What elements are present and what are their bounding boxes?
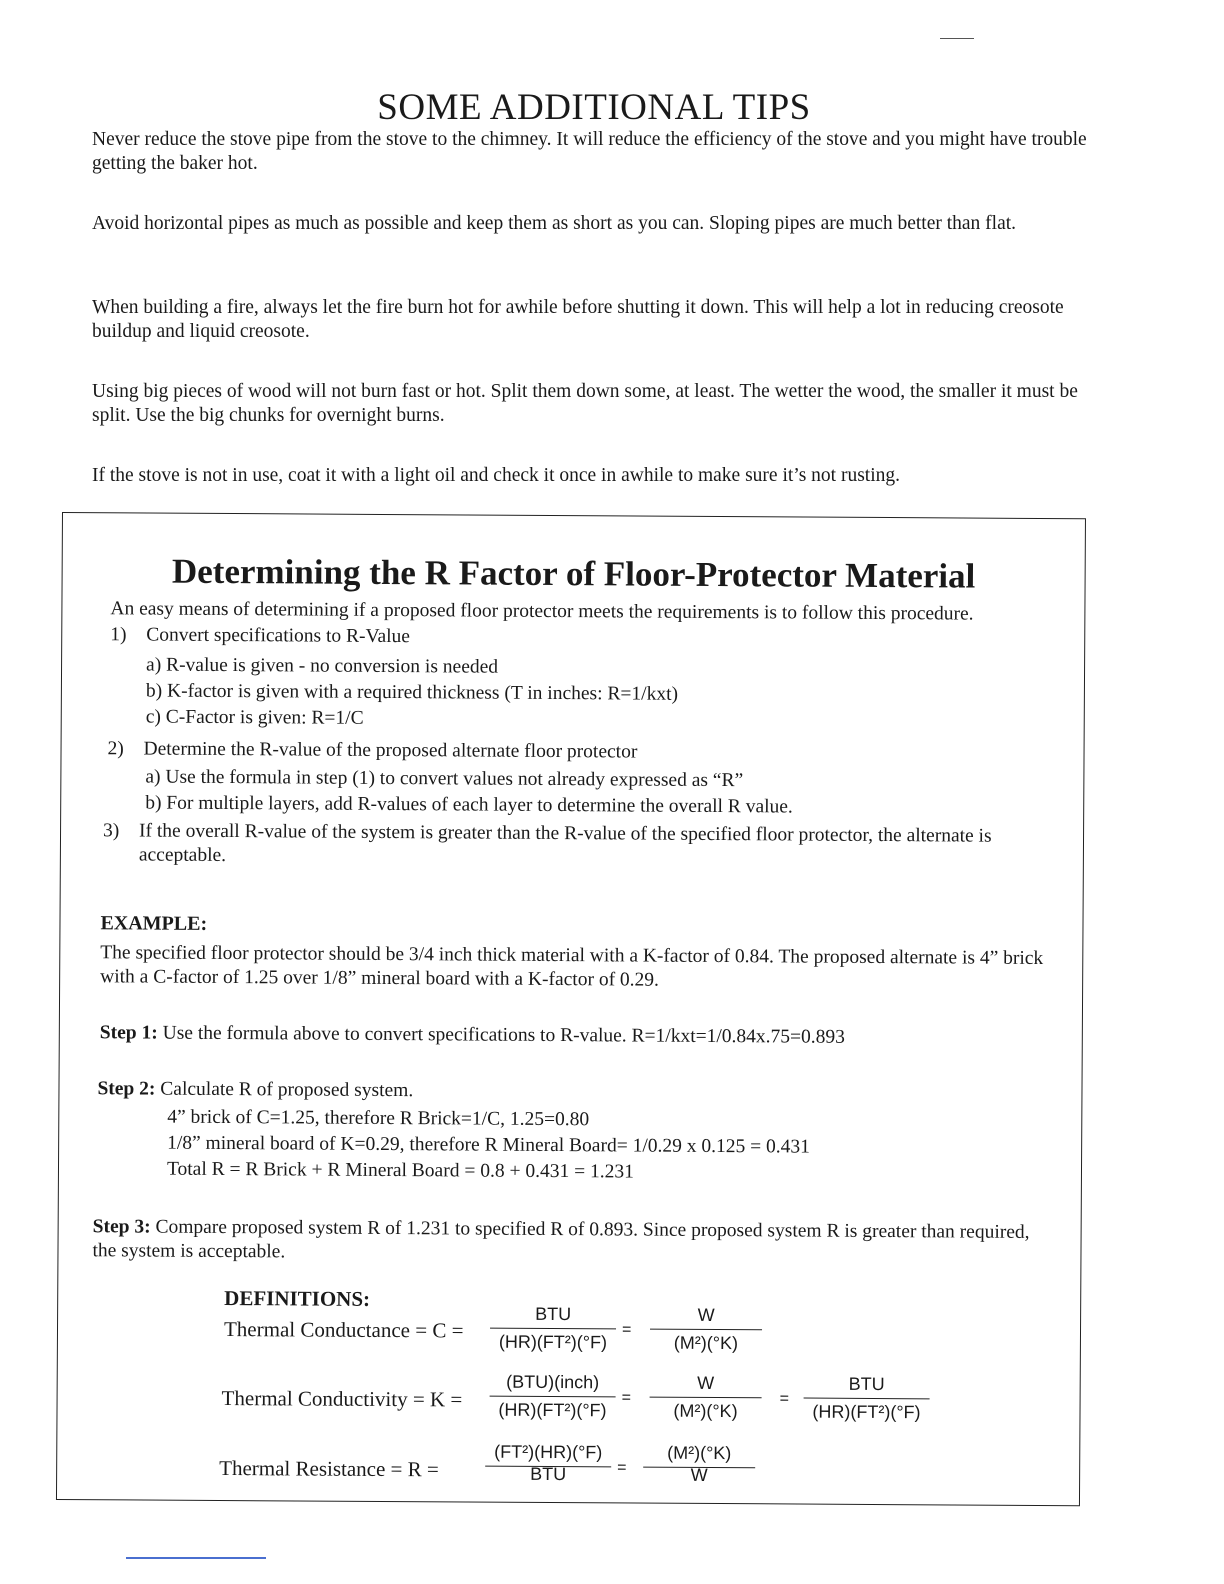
tip-stove-pipe: Never reduce the stove pipe from the stove to the chimney. It will reduce the efficiency of the stove and you might have trouble getting the baker hot. — [92, 129, 1087, 174]
conductance-equals: = — [621, 1321, 632, 1339]
step2-mineral-line: 1/8” mineral board of K=0.29, therefore R Mineral Board= 1/0.29 x 0.125 = 0.431 — [167, 1132, 810, 1158]
conductivity-f3-num: BTU — [804, 1374, 930, 1400]
step-3-num: 3) — [102, 820, 120, 842]
step2-brick-line: 4” brick of C=1.25, therefore R Brick=1/C, 1.25=0.80 — [167, 1106, 590, 1131]
step1-label: Step 1: — [99, 1022, 158, 1044]
conductivity-fraction-2 — [649, 1373, 761, 1423]
step2-label: Step 2: — [97, 1078, 156, 1100]
conductivity-fraction-1 — [489, 1372, 615, 1422]
conductivity-equals-1: = — [621, 1389, 631, 1407]
tip-fire-burn: When building a fire, always let the fire burn hot for awhile before shutting it down. This will help a lot in reducing creosote buildup and liquid creosote. — [92, 297, 1064, 342]
resistance-f1-num: (FT²)(HR)(°F) — [485, 1442, 611, 1468]
tip-horizontal-pipes: Avoid horizontal pipes as much as possible and keep them as short as you can. Sloping pipes are much better than flat. — [92, 213, 1017, 234]
definitions-heading: DEFINITIONS: — [224, 1286, 371, 1311]
conductivity-f3-den: (HR)(FT²)(°F) — [812, 1401, 921, 1423]
resistance-fraction-1 — [485, 1442, 611, 1486]
resistance-equals: = — [617, 1459, 627, 1477]
step-3 — [103, 819, 139, 843]
conductivity-f1-den: (HR)(FT²)(°F) — [498, 1399, 607, 1421]
conductivity-label: Thermal Conductivity = K = — [221, 1385, 463, 1412]
step-1-text: Convert specifications to R-Value — [146, 624, 411, 648]
step2-text: Calculate R of proposed system. — [155, 1078, 414, 1102]
conductivity-equals-2: = — [779, 1390, 789, 1408]
conductance-f2-den: (M²)(°K) — [673, 1332, 739, 1354]
conductance-f2-num: W — [650, 1305, 762, 1331]
resistance-fraction-2 — [643, 1443, 755, 1487]
example-step-1 — [100, 1021, 845, 1050]
conductivity-f2-den: (M²)(°K) — [673, 1400, 738, 1422]
step-1a: a) R-value is given - no conversion is needed — [146, 654, 499, 678]
tip-stove-oil: If the stove is not in use, coat it with a light oil and check it once in awhile to make sure it’s not rusting. — [92, 465, 901, 486]
example-step-2 — [97, 1077, 413, 1103]
conductance-label: Thermal Conductance = C = — [223, 1317, 464, 1343]
conductivity-f1-num: (BTU)(inch) — [490, 1372, 616, 1398]
step-2-num: 2) — [107, 738, 124, 760]
resistance-f1-den: BTU — [530, 1463, 567, 1485]
step-2a: a) Use the formula in step (1) to convert values not already expressed as “R” — [145, 766, 744, 792]
r-factor-box — [56, 512, 1086, 1506]
step-1-num: 1) — [110, 624, 127, 646]
box-title: Determining the R Factor of Floor-Protector Material — [171, 551, 976, 596]
corner-mark — [940, 38, 974, 39]
step2-total-line: Total R = R Brick + R Mineral Board = 0.8 + 0.431 = 1.231 — [166, 1158, 634, 1183]
conductance-fraction-2 — [650, 1305, 762, 1355]
conductance-f1-num: BTU — [490, 1304, 616, 1330]
conductance-f1-den: (HR)(FT²)(°F) — [498, 1331, 608, 1353]
resistance-f2-den: W — [690, 1464, 708, 1485]
bottom-underline — [126, 1557, 266, 1559]
step-2-text: Determine the R-value of the proposed alternate floor protector — [143, 738, 638, 763]
step-3-text: If the overall R-value of the system is greater than the R-value of the specified floor protector, the alternate is acceptable. — [138, 820, 992, 867]
step-1c: c) C-Factor is given: R=1/C — [145, 706, 364, 729]
conductivity-fraction-3 — [803, 1374, 929, 1424]
step3-text: Compare proposed system R of 1.231 to specified R of 0.893. Since proposed system R is greater than required, the system is acceptable. — [92, 1216, 1030, 1263]
example-step-3 — [92, 1215, 1042, 1269]
intro-text: An easy means of determining if a proposed floor protector meets the requirements is to follow this procedure. — [110, 598, 974, 625]
conductivity-f2-num: W — [650, 1373, 762, 1399]
step-2b: b) For multiple layers, add R-values of each layer to determine the overall R value. — [145, 792, 793, 818]
step-2 — [107, 737, 637, 764]
example-text: The specified floor protector should be 3/4 inch thick material with a K-factor of 0.84. The proposed alternate is 4” brick with a C-factor of 1.25 over 1/8” mineral board with a K-factor of 0.29. — [100, 942, 1044, 991]
step-1 — [110, 623, 410, 649]
example-heading: EXAMPLE: — [100, 912, 208, 935]
resistance-label: Thermal Resistance = R = — [219, 1455, 439, 1482]
conductance-fraction-1 — [490, 1304, 616, 1354]
resistance-f2-num: (M²)(°K) — [643, 1443, 755, 1469]
page-title: SOME ADDITIONAL TIPS — [377, 87, 811, 128]
step1-text: Use the formula above to convert specifications to R-value. R=1/kxt=1/0.84x.75=0.893 — [157, 1022, 846, 1048]
step3-label: Step 3: — [92, 1216, 151, 1238]
tip-wood-pieces: Using big pieces of wood will not burn fast or hot. Split them down some, at least. The wetter the wood, the smaller it must be split. Use the big chunks for overnight burns. — [92, 381, 1078, 426]
step-1b: b) K-factor is given with a required thickness (T in inches: R=1/kxt) — [145, 680, 679, 705]
